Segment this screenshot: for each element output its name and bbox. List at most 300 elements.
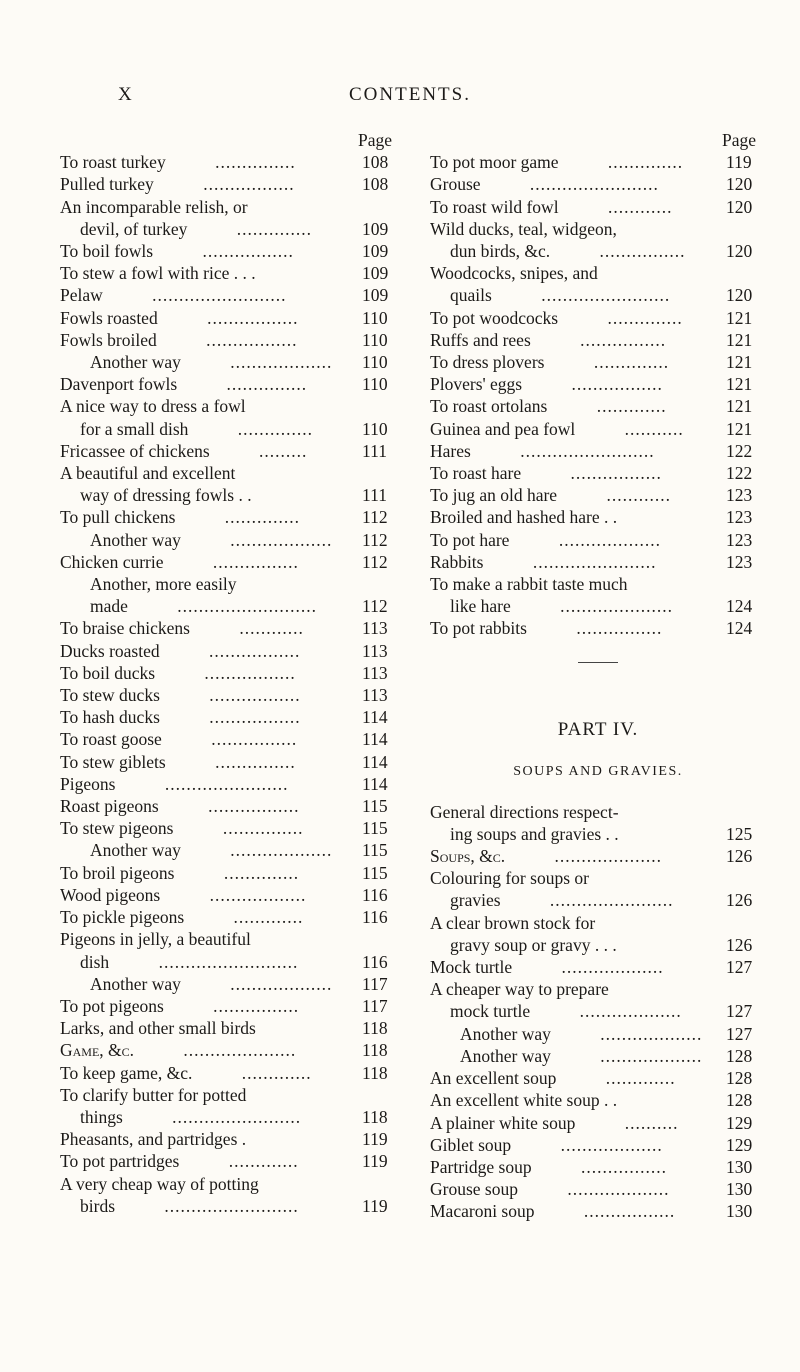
- toc-entry-page: 121: [726, 396, 753, 417]
- toc-entry-page: 130: [726, 1156, 753, 1177]
- leader-dots: ................: [574, 329, 667, 350]
- toc-entry-page: 115: [362, 840, 388, 861]
- toc-entry-page: 121: [726, 307, 753, 328]
- toc-entry-line: [60, 795, 402, 817]
- toc-entry-title: Another way: [90, 352, 181, 373]
- column-page-heading: Page: [721, 130, 756, 150]
- leader-dots: .......................: [527, 551, 657, 572]
- toc-entry-line: [430, 801, 766, 823]
- toc-entry-page: 123: [726, 485, 753, 506]
- leader-dots: ..............: [218, 862, 300, 883]
- leader-dots: .................: [565, 463, 662, 484]
- toc-entry-title: Colouring for soups or: [430, 868, 589, 889]
- toc-entry-title: A nice way to dress a fowl: [60, 396, 246, 417]
- toc-entry-line: [60, 240, 402, 262]
- leader-dots: .................: [200, 329, 298, 350]
- part-heading: PART IV.: [557, 718, 639, 740]
- leader-dots: ...................: [224, 973, 333, 994]
- toc-entry-page: 110: [362, 418, 388, 439]
- toc-entry-title: To pot partridges: [60, 1151, 180, 1172]
- toc-entry-title: quails: [450, 285, 492, 306]
- leader-dots: ...................: [594, 1045, 703, 1066]
- leader-dots: .........................: [514, 440, 655, 461]
- leader-dots: ..............: [602, 152, 684, 173]
- leader-dots: ..............: [232, 418, 314, 439]
- toc-entry-line: [60, 373, 402, 395]
- toc-entry-page: 114: [362, 773, 388, 794]
- toc-entry-line: [60, 1195, 402, 1217]
- toc-entry-line: [430, 1178, 766, 1200]
- toc-entry-title: An excellent soup: [430, 1068, 557, 1089]
- toc-entry-line: [430, 1089, 766, 1111]
- toc-entry-title: To roast goose: [60, 729, 162, 750]
- toc-entry-page: 128: [726, 1068, 753, 1089]
- entry-list: [60, 151, 402, 1217]
- leader-dots: ............: [601, 485, 671, 506]
- toc-entry-line: [60, 440, 402, 462]
- leader-dots: ................: [207, 995, 300, 1016]
- leader-dots: ...................: [224, 529, 333, 550]
- toc-entry-line: [60, 884, 402, 906]
- toc-entry-page: 127: [726, 1023, 753, 1044]
- toc-entry-title: things: [80, 1106, 123, 1127]
- toc-entry-title: Pheasants, and partridges .: [60, 1129, 247, 1150]
- toc-entry-title: Soups, &c.: [430, 846, 506, 867]
- toc-entry-title: To pot hare: [430, 529, 510, 550]
- toc-entry-page: 126: [726, 934, 753, 955]
- toc-entry-page: 128: [726, 1045, 753, 1066]
- toc-entry-page: 113: [362, 662, 388, 683]
- contents-column-right: [430, 129, 766, 1223]
- toc-entry-page: 109: [362, 218, 389, 239]
- toc-entry-title: Grouse: [430, 174, 481, 195]
- toc-entry-line: [60, 706, 402, 728]
- toc-entry-title: Another way: [90, 840, 181, 861]
- toc-entry-line: [430, 462, 766, 484]
- toc-entry-line: [60, 1173, 402, 1195]
- toc-entry-title: To roast ortolans: [430, 396, 548, 417]
- toc-entry-title: Fowls roasted: [60, 307, 158, 328]
- toc-entry-line: [430, 1067, 766, 1089]
- leader-dots: .................: [203, 640, 301, 661]
- toc-entry-page: 120: [726, 241, 753, 261]
- toc-entry-line: [430, 956, 766, 978]
- toc-entry-page: 111: [362, 440, 387, 461]
- toc-entry-line: [60, 751, 402, 773]
- toc-entry-title: devil, of turkey: [80, 218, 188, 239]
- toc-entry-title: Woodcocks, snipes, and: [430, 263, 598, 284]
- toc-entry-line: [430, 173, 766, 195]
- toc-entry-page: 125: [726, 823, 753, 844]
- toc-entry-title: gravies: [450, 890, 501, 911]
- toc-entry-page: 112: [362, 507, 388, 528]
- toc-entry-line: [430, 307, 766, 329]
- toc-entry-title: Giblet soup: [430, 1134, 512, 1155]
- toc-entry-line: [60, 773, 402, 795]
- toc-entry-page: 112: [362, 551, 388, 572]
- toc-entry-line: [60, 951, 402, 973]
- leader-dots: .................: [202, 796, 300, 817]
- toc-entry-title: Pulled turkey: [60, 174, 154, 195]
- toc-entry-line: [60, 529, 402, 551]
- toc-entry-line: [430, 912, 766, 934]
- leader-dots: ....................: [549, 846, 663, 867]
- leader-dots: ..............: [588, 352, 670, 373]
- toc-entry-title: A beautiful and excellent: [60, 463, 236, 484]
- leader-dots: ..........................: [171, 596, 318, 617]
- toc-entry-page: 123: [726, 507, 753, 528]
- toc-entry-title: Davenport fowls: [60, 374, 178, 395]
- toc-entry-title: Another way: [460, 1023, 551, 1044]
- toc-entry-page: 119: [362, 1195, 388, 1216]
- toc-entry-line: [430, 151, 766, 173]
- leader-dots: .........: [253, 440, 308, 461]
- leader-dots: .........................: [146, 285, 287, 306]
- leader-dots: ..................: [204, 884, 307, 905]
- toc-entry-page: 115: [362, 796, 388, 817]
- toc-entry-title: To dress plovers: [430, 352, 545, 373]
- page-number: X: [118, 84, 132, 105]
- toc-entry-line: [60, 973, 402, 995]
- toc-entry-title: Hares: [430, 440, 471, 461]
- leader-dots: ..........................: [153, 951, 299, 972]
- toc-entry-title: To pot moor game: [430, 152, 559, 173]
- toc-entry-page: 129: [726, 1112, 753, 1133]
- toc-entry-line: [430, 506, 766, 528]
- toc-entry-title: Game, &c.: [60, 1040, 135, 1061]
- toc-entry-title: Larks, and other small birds: [60, 1018, 256, 1039]
- leader-dots: .......................: [159, 773, 289, 794]
- leader-dots: .................: [201, 307, 299, 328]
- toc-entry-line: [430, 617, 766, 639]
- toc-entry-line: [430, 484, 766, 506]
- leader-dots: .............: [228, 907, 304, 928]
- leader-dots: ...............: [209, 751, 296, 772]
- leader-dots: ...................: [594, 1023, 703, 1044]
- leader-dots: ..............: [231, 218, 313, 239]
- toc-entry-page: 121: [726, 329, 753, 350]
- toc-entry-page: 130: [726, 1201, 753, 1222]
- toc-entry-line: [430, 373, 766, 395]
- toc-entry-line: [430, 1156, 766, 1178]
- toc-entry-title: To make a rabbit taste much: [430, 574, 628, 595]
- toc-entry-title: Fowls broiled: [60, 329, 157, 350]
- toc-entry-line: [60, 173, 402, 195]
- leader-dots: ..........: [619, 1112, 679, 1133]
- leader-dots: ................: [575, 1156, 667, 1177]
- toc-entry-page: 109: [362, 263, 389, 284]
- toc-entry-title: To hash ducks: [60, 707, 160, 728]
- toc-entry-title: Chicken currie: [60, 551, 164, 572]
- leader-dots: .............: [591, 396, 667, 417]
- leader-dots: ...................: [224, 840, 333, 861]
- leader-dots: .............: [223, 1151, 299, 1172]
- toc-entry-line: [430, 284, 766, 306]
- toc-entry-page: 114: [362, 729, 388, 750]
- toc-entry-line: [430, 845, 766, 867]
- toc-entry-page: 127: [726, 1001, 753, 1022]
- leader-dots: ...................: [556, 957, 664, 978]
- toc-entry-page: 121: [726, 418, 753, 439]
- toc-entry-title: Fricassee of chickens: [60, 440, 210, 461]
- toc-entry-title: An excellent white soup . .: [430, 1090, 618, 1111]
- toc-entry-title: To stew pigeons: [60, 818, 174, 839]
- leader-dots: .........................: [159, 1195, 299, 1216]
- page-header: [60, 84, 760, 114]
- toc-entry-title: A clear brown stock for: [430, 912, 596, 933]
- toc-entry-line: [60, 1062, 402, 1084]
- toc-entry-line: [60, 839, 402, 861]
- toc-entry-line: [60, 662, 402, 684]
- toc-entry-title: To roast hare: [430, 463, 522, 484]
- toc-entry-line: [60, 1017, 402, 1039]
- toc-entry-line: [60, 196, 402, 218]
- toc-entry-title: Another way: [460, 1045, 551, 1066]
- leader-dots: .................: [203, 707, 301, 728]
- toc-entry-line: [430, 867, 766, 889]
- toc-entry-title: birds: [80, 1195, 115, 1216]
- leader-dots: ...........: [619, 418, 684, 439]
- toc-entry-title: Ruffs and rees: [430, 329, 531, 350]
- toc-entry-line: [60, 862, 402, 884]
- toc-entry-page: 111: [362, 485, 387, 506]
- toc-entry-title: To pot pigeons: [60, 995, 164, 1016]
- toc-entry-title: Roast pigeons: [60, 796, 159, 817]
- toc-entry-title: Guinea and pea fowl: [430, 418, 576, 439]
- leader-dots: ............: [233, 618, 304, 639]
- toc-entry-title: Another way: [90, 973, 181, 994]
- leader-dots: .....................: [554, 596, 673, 617]
- part-subheading: SOUPS AND GRAVIES.: [513, 763, 683, 779]
- toc-entry-title: Another, more easily: [90, 574, 237, 595]
- leader-dots: ..............: [602, 307, 683, 328]
- toc-entry-line: [60, 728, 402, 750]
- toc-entry-title: To broil pigeons: [60, 862, 175, 883]
- page-title: CONTENTS.: [349, 84, 471, 105]
- toc-entry-page: 130: [726, 1179, 753, 1200]
- leader-dots: ...................: [561, 1179, 670, 1200]
- toc-entry-title: Grouse soup: [430, 1179, 518, 1200]
- leader-dots: ............: [602, 196, 673, 217]
- toc-entry-title: To pot woodcocks: [430, 307, 559, 328]
- toc-entry-title: To stew a fowl with rice . . .: [60, 263, 256, 284]
- toc-entry-title: To jug an old hare: [430, 485, 558, 506]
- toc-entry-line: [430, 218, 766, 240]
- toc-entry-line: [60, 395, 402, 417]
- leader-dots: ........................: [166, 1106, 302, 1127]
- toc-entry-title: To pull chickens: [60, 507, 176, 528]
- toc-entry-line: [60, 307, 402, 329]
- toc-entry-line: [60, 817, 402, 839]
- toc-entry-page: 121: [726, 374, 753, 395]
- leader-dots: ................: [570, 618, 663, 639]
- toc-entry-title: dun birds, &c.: [450, 241, 551, 261]
- toc-entry-title: Plovers' eggs: [430, 374, 523, 395]
- toc-entry-line: [430, 440, 766, 462]
- toc-entry-title: Wood pigeons: [60, 884, 161, 905]
- toc-entry-page: 118: [362, 1106, 388, 1127]
- toc-entry-title: To boil ducks: [60, 662, 156, 683]
- leader-dots: ...............: [221, 374, 308, 395]
- toc-entry-line: [60, 418, 402, 440]
- toc-entry-page: 129: [726, 1134, 753, 1155]
- leader-dots: ........................: [535, 285, 671, 306]
- leader-dots: .......................: [544, 890, 674, 911]
- leader-dots: .............: [600, 1068, 676, 1089]
- toc-entry-page: 109: [362, 285, 389, 306]
- toc-entry-page: 122: [726, 440, 753, 461]
- toc-entry-title: Mock turtle: [430, 957, 513, 978]
- toc-entry-title: General directions respect-: [430, 801, 619, 822]
- toc-entry-page: 109: [362, 241, 389, 261]
- toc-entry-page: 126: [726, 890, 753, 911]
- toc-entry-line: [60, 1150, 402, 1172]
- toc-entry-title: Rabbits: [430, 551, 484, 572]
- toc-entry-line: [60, 573, 402, 595]
- toc-entry-line: [430, 889, 766, 911]
- toc-entry-line: [430, 529, 766, 551]
- toc-entry-page: 118: [362, 1040, 388, 1061]
- toc-entry-page: 112: [362, 596, 388, 617]
- toc-entry-page: 114: [362, 751, 388, 772]
- toc-entry-title: Broiled and hashed hare . .: [430, 507, 618, 528]
- toc-entry-line: [60, 351, 402, 373]
- toc-entry-page: 116: [362, 907, 388, 928]
- toc-entry-title: Macaroni soup: [430, 1201, 535, 1222]
- toc-entry-line: [430, 551, 766, 573]
- toc-entry-page: 121: [726, 352, 753, 373]
- toc-entry-title: A plainer white soup: [430, 1112, 576, 1133]
- toc-entry-page: 113: [362, 685, 388, 706]
- toc-entry-line: [60, 284, 402, 306]
- toc-entry-page: 110: [362, 307, 388, 328]
- toc-entry-title: To keep game, &c.: [60, 1062, 193, 1083]
- toc-entry-line: [430, 1023, 766, 1045]
- toc-entry-page: 116: [362, 884, 388, 905]
- toc-entry-title: Pigeons: [60, 773, 116, 794]
- toc-entry-page: 117: [362, 995, 388, 1016]
- leader-dots: ................: [594, 241, 686, 261]
- column-page-heading: Page: [357, 130, 392, 150]
- toc-entry-title: Another way: [90, 529, 181, 550]
- toc-entry-page: 119: [362, 1151, 388, 1172]
- toc-entry-page: 110: [362, 352, 388, 373]
- toc-entry-page: 108: [362, 174, 389, 195]
- toc-entry-line: [60, 462, 402, 484]
- toc-entry-page: 127: [726, 957, 753, 978]
- toc-entry-title: To stew ducks: [60, 685, 160, 706]
- toc-entry-line: [430, 595, 766, 617]
- toc-entry-line: [60, 1039, 402, 1061]
- entry-list: [430, 151, 766, 639]
- toc-entry-page: 110: [362, 374, 388, 395]
- toc-entry-page: 123: [726, 551, 753, 572]
- leader-dots: .................: [566, 374, 663, 395]
- leader-dots: .................: [203, 685, 301, 706]
- toc-entry-page: 115: [362, 862, 388, 883]
- toc-entry-title: An incomparable relish, or: [60, 196, 248, 217]
- toc-entry-title: To boil fowls: [60, 241, 154, 261]
- toc-entry-line: [60, 640, 402, 662]
- toc-entry-title: Wild ducks, teal, widgeon,: [430, 218, 617, 239]
- toc-entry-page: 108: [362, 152, 389, 173]
- toc-entry-page: 126: [726, 846, 753, 867]
- leader-dots: ........................: [524, 174, 659, 195]
- toc-entry-title: gravy soup or gravy . . .: [450, 934, 617, 955]
- toc-entry-title: dish: [80, 951, 110, 972]
- entry-list: [430, 801, 766, 1223]
- toc-entry-line: [60, 329, 402, 351]
- toc-entry-line: [430, 329, 766, 351]
- toc-entry-line: [430, 395, 766, 417]
- toc-entry-page: 113: [362, 618, 388, 639]
- toc-entry-page: 120: [726, 196, 753, 217]
- toc-entry-line: [430, 573, 766, 595]
- toc-entry-page: 117: [362, 973, 388, 994]
- toc-entry-line: [430, 196, 766, 218]
- toc-entry-title: like hare: [450, 596, 511, 617]
- leader-dots: .................: [199, 662, 296, 683]
- toc-entry-line: [430, 351, 766, 373]
- toc-entry-page: 116: [362, 951, 388, 972]
- toc-entry-page: 120: [726, 285, 753, 306]
- toc-entry-line: [60, 684, 402, 706]
- leader-dots: .....................: [178, 1040, 297, 1061]
- toc-entry-line: [60, 995, 402, 1017]
- toc-entry-title: To braise chickens: [60, 618, 190, 639]
- toc-entry-page: 118: [362, 1062, 388, 1083]
- toc-entry-title: Partridge soup: [430, 1156, 532, 1177]
- toc-entry-line: [60, 1128, 402, 1150]
- leader-dots: .................: [197, 241, 294, 261]
- toc-entry-page: 112: [362, 529, 388, 550]
- leader-dots: ................: [207, 551, 299, 572]
- leader-dots: .................: [197, 174, 295, 195]
- toc-entry-line: [60, 551, 402, 573]
- leader-dots: ...................: [553, 529, 661, 550]
- toc-entry-title: made: [90, 596, 128, 617]
- toc-entry-title: for a small dish: [80, 418, 189, 439]
- toc-entry-title: ing soups and gravies . .: [450, 823, 619, 844]
- toc-entry-line: [60, 262, 402, 284]
- toc-entry-title: Pelaw: [60, 285, 103, 306]
- toc-entry-page: 115: [362, 818, 388, 839]
- toc-entry-line: [60, 218, 402, 240]
- toc-entry-line: [60, 506, 402, 528]
- toc-entry-line: [60, 1084, 402, 1106]
- toc-entry-line: [430, 934, 766, 956]
- toc-entry-page: 123: [726, 529, 753, 550]
- leader-dots: ...............: [217, 818, 304, 839]
- toc-entry-line: [60, 595, 402, 617]
- toc-entry-line: [430, 240, 766, 262]
- toc-entry-line: [430, 1045, 766, 1067]
- toc-entry-line: [430, 978, 766, 1000]
- leader-dots: .................: [578, 1201, 676, 1222]
- toc-entry-page: 119: [726, 152, 752, 173]
- leader-dots: .............: [236, 1062, 312, 1083]
- toc-entry-title: way of dressing fowls . .: [80, 485, 252, 506]
- toc-entry-title: To stew giblets: [60, 751, 166, 772]
- toc-entry-title: To pot rabbits: [430, 618, 527, 639]
- section-divider: [578, 662, 618, 719]
- toc-entry-title: To clarify butter for potted: [60, 1084, 247, 1105]
- toc-entry-page: 113: [362, 640, 388, 661]
- leader-dots: ...................: [555, 1134, 663, 1155]
- toc-entry-line: [430, 823, 766, 845]
- toc-entry-page: 114: [362, 707, 388, 728]
- toc-entry-line: [60, 617, 402, 639]
